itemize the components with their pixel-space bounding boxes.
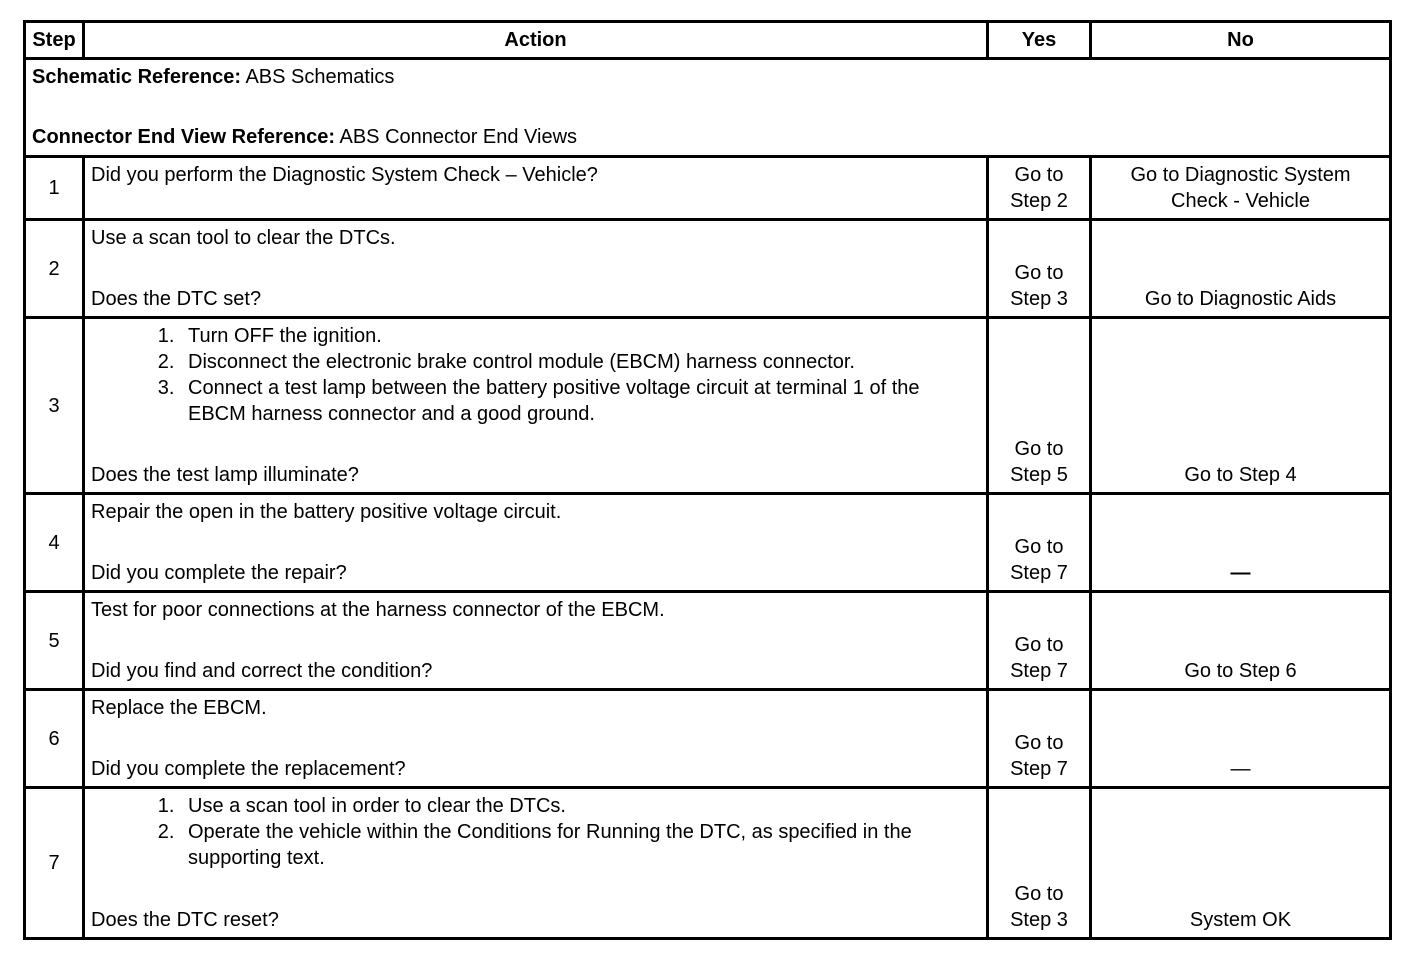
question-text: Did you find and correct the condition? <box>91 660 433 682</box>
table-row <box>25 318 1391 494</box>
no-text: Go to Step 4 <box>1184 464 1297 486</box>
table-row <box>25 788 1391 939</box>
schematic-reference-link[interactable]: ABS Schematics <box>240 66 395 88</box>
action-cell <box>84 690 988 788</box>
action-cell <box>84 494 988 592</box>
connector-reference-link[interactable]: ABS Connector End Views <box>335 126 578 148</box>
question-text: Does the test lamp illuminate? <box>91 464 359 486</box>
table-row <box>25 220 1391 318</box>
no-line-1: Go to Diagnostic System <box>1130 164 1351 186</box>
no-text: Go to Diagnostic Aids <box>1144 288 1337 310</box>
reference-cell <box>25 59 1391 157</box>
yes-line-2: Step 7 <box>1010 562 1068 584</box>
action-cell <box>84 318 988 494</box>
table-row <box>25 157 1391 220</box>
step-number: 4 <box>25 494 84 592</box>
action-cell <box>84 220 988 318</box>
no-cell[interactable] <box>1091 318 1391 494</box>
no-line-2: Check - Vehicle <box>1171 190 1310 212</box>
yes-cell[interactable] <box>988 494 1091 592</box>
connector-reference-label: Connector End View Reference: <box>32 126 336 148</box>
no-cell[interactable] <box>1091 157 1391 220</box>
question-text: Did you complete the replacement? <box>91 758 406 780</box>
yes-cell[interactable] <box>988 157 1091 220</box>
yes-cell[interactable] <box>988 592 1091 690</box>
yes-line-1: Go to <box>1014 732 1064 754</box>
no-cell[interactable] <box>1091 592 1391 690</box>
header-no: No <box>1091 22 1391 59</box>
action-cell <box>84 592 988 690</box>
action-cell <box>84 788 988 939</box>
header-yes: Yes <box>988 22 1091 59</box>
yes-line-2: Step 2 <box>1010 190 1068 212</box>
no-text: Go to Step 6 <box>1184 660 1297 682</box>
schematic-reference <box>32 64 1383 90</box>
no-cell <box>1091 494 1391 592</box>
yes-line-1: Go to <box>1014 536 1064 558</box>
action-text: Did you perform the Diagnostic System Check – Vehicle? <box>91 164 598 186</box>
action-list <box>91 793 980 871</box>
no-text: — <box>1230 562 1251 584</box>
yes-cell[interactable] <box>988 318 1091 494</box>
question-text: Does the DTC reset? <box>91 909 279 931</box>
step-number: 6 <box>25 690 84 788</box>
list-item: 1. Turn OFF the ignition. <box>180 323 980 349</box>
question-text: Does the DTC set? <box>91 288 262 310</box>
action-text: Test for poor connections at the harness connector of the EBCM. <box>91 599 665 621</box>
yes-line-2: Step 3 <box>1010 909 1068 931</box>
yes-line-1: Go to <box>1014 164 1064 186</box>
schematic-reference-label: Schematic Reference: <box>32 66 241 88</box>
step-number: 7 <box>25 788 84 939</box>
no-cell[interactable] <box>1091 788 1391 939</box>
yes-cell[interactable] <box>988 690 1091 788</box>
header-row <box>25 22 1391 59</box>
no-cell[interactable] <box>1091 220 1391 318</box>
list-item: 2. Disconnect the electronic brake control module (EBCM) harness connector. <box>180 349 980 375</box>
action-text: Replace the EBCM. <box>91 697 267 719</box>
step-number: 5 <box>25 592 84 690</box>
table-row <box>25 592 1391 690</box>
header-step: Step <box>25 22 84 59</box>
yes-line-1: Go to <box>1014 883 1064 905</box>
step-number: 3 <box>25 318 84 494</box>
yes-line-2: Step 5 <box>1010 464 1068 486</box>
diagnostic-table <box>23 20 1392 940</box>
table-row <box>25 494 1391 592</box>
question-text: Did you complete the repair? <box>91 562 347 584</box>
no-cell <box>1091 690 1391 788</box>
yes-cell[interactable] <box>988 220 1091 318</box>
yes-line-2: Step 3 <box>1010 288 1068 310</box>
list-item: 2. Operate the vehicle within the Conditions for Running the DTC, as specified in the supporting text. <box>180 819 980 871</box>
action-list <box>91 323 980 427</box>
table-row <box>25 690 1391 788</box>
yes-line-1: Go to <box>1014 438 1064 460</box>
yes-line-1: Go to <box>1014 634 1064 656</box>
list-item: 1. Use a scan tool in order to clear the DTCs. <box>180 793 980 819</box>
step-number: 2 <box>25 220 84 318</box>
yes-line-1: Go to <box>1014 262 1064 284</box>
yes-line-2: Step 7 <box>1010 758 1068 780</box>
header-action: Action <box>84 22 988 59</box>
list-item: 3. Connect a test lamp between the battery positive voltage circuit at terminal 1 of the EBCM harness connector and a good ground. <box>180 375 980 427</box>
no-text: System OK <box>1189 909 1292 931</box>
step-number: 1 <box>25 157 84 220</box>
action-cell <box>84 157 988 220</box>
connector-reference <box>32 124 1383 150</box>
yes-line-2: Step 7 <box>1010 660 1068 682</box>
yes-cell[interactable] <box>988 788 1091 939</box>
reference-row <box>25 59 1391 157</box>
action-text: Repair the open in the battery positive voltage circuit. <box>91 501 562 523</box>
no-text: — <box>1230 758 1251 780</box>
action-text: Use a scan tool to clear the DTCs. <box>91 227 396 249</box>
